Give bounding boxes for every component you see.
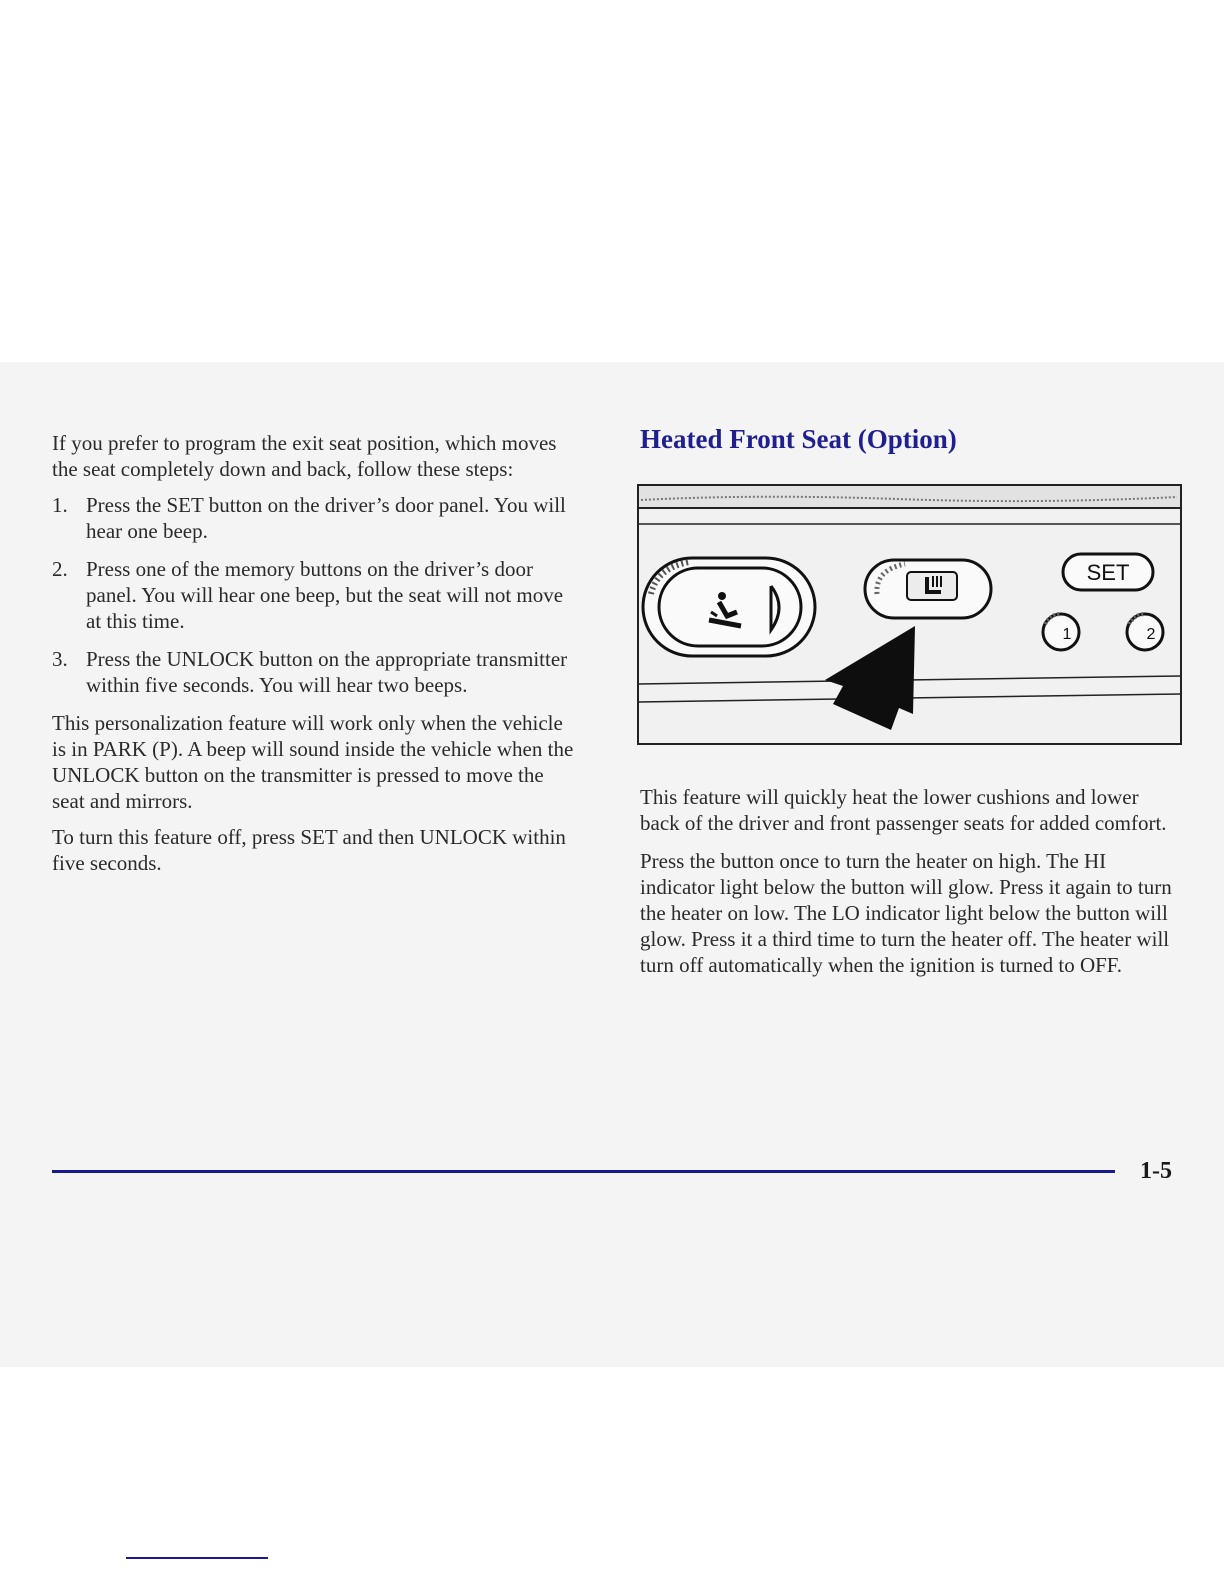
- steps-list: [52, 492, 577, 698]
- step-number: 3.: [52, 647, 68, 671]
- heated-seat-button: [865, 560, 991, 618]
- heated-seat-figure: [637, 484, 1182, 746]
- control-panel-illustration: [637, 484, 1182, 746]
- off-paragraph: To turn this feature off, press SET and then UNLOCK within five seconds.: [52, 825, 566, 875]
- set-label: SET: [1086, 560, 1130, 585]
- memory-button-1: [1043, 614, 1079, 650]
- set-button: [1063, 554, 1153, 590]
- seat-adjust-switch: [643, 558, 815, 656]
- feature-paragraph: This feature will quickly heat the lower cushions and lower back of the driver and front passenger seats for added comfort.: [640, 785, 1167, 835]
- left-column: [52, 430, 577, 886]
- list-item: [52, 492, 577, 544]
- step-text: Press the UNLOCK button on the appropriate transmitter within five seconds. You will hear two beeps.: [86, 647, 568, 697]
- step-text: Press one of the memory buttons on the driver’s door panel. You will hear one beep, but the seat will not move at this time.: [86, 557, 564, 633]
- page-number: 1-5: [1140, 1158, 1172, 1184]
- list-item: [52, 556, 577, 634]
- memory-button-2: [1127, 614, 1163, 650]
- step-number: 2.: [52, 557, 68, 581]
- step-number: 1.: [52, 493, 68, 517]
- park-paragraph: This personalization feature will work only when the vehicle is in PARK (P). A beep will sound inside the vehicle when the UNLOCK button on the transmitter is pressed to move the seat and mirrors.: [52, 711, 574, 813]
- list-item: [52, 646, 577, 698]
- section-heading: Heated Front Seat (Option): [640, 424, 957, 454]
- intro-paragraph: If you prefer to program the exit seat position, which moves the seat completely down and back, follow these steps:: [52, 431, 557, 481]
- memory-2-label: 2: [1146, 626, 1156, 643]
- bottom-rule: [126, 1557, 268, 1559]
- press-paragraph: Press the button once to turn the heater on high. The HI indicator light below the button will glow. Press it again to turn the heater on low. The LO indicator light below the button will glow. Press it a third time to turn the heater off. The heater will turn off automatically when the ignition is turned to OFF.: [640, 849, 1172, 977]
- memory-1-label: 1: [1062, 626, 1072, 643]
- footer-rule: [52, 1170, 1115, 1173]
- step-text: Press the SET button on the driver’s door panel. You will hear one beep.: [86, 493, 566, 543]
- right-column: [640, 784, 1180, 990]
